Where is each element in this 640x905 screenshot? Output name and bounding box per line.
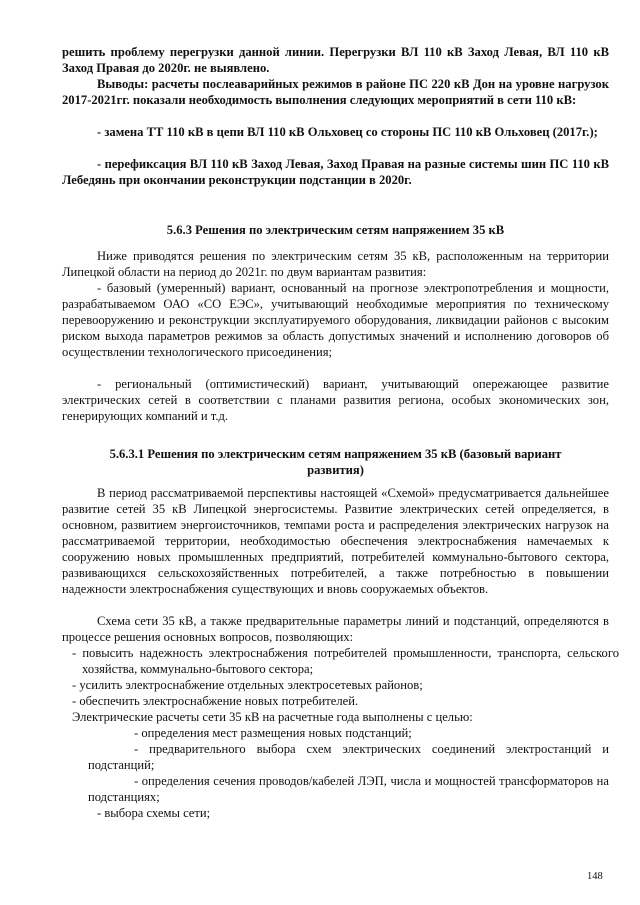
scheme-paragraph: Схема сети 35 кВ, а также предварительные параметры линий и подстанций, определяются в процессе решения основных вопросов, позволяющих:: [62, 614, 609, 644]
conclusions-paragraph: Выводы: расчеты послеаварийных режимов в районе ПС 220 кВ Дон на уровне нагрузок 2017-2021гг. показали необходимость выполнения следующих мероприятий в сети 110 кВ:: [62, 77, 609, 107]
purpose-item-2: - предварительного выбора схем электрических соединений электростанций и подстанций;: [88, 742, 609, 772]
measure-item-2: - перефиксация ВЛ 110 кВ Заход Левая, Заход Правая на разные системы шин ПС 110 кВ Лебедянь при окончании реконструкции подстанции в 2020г.: [62, 157, 609, 187]
measure-item-1: - замена ТТ 110 кВ в цепи ВЛ 110 кВ Ольховец со стороны ПС 110 кВ Ольховец (2017г.);: [97, 125, 598, 139]
subsection-heading: [62, 446, 609, 478]
subsection-heading-line-1: 5.6.3.1 Решения по электрическим сетям напряжением 35 кВ (базовый вариант: [109, 447, 562, 461]
subsection-heading-line-2: развития): [307, 463, 364, 477]
purpose-item-4: - выбора схемы сети;: [97, 806, 211, 820]
goal-item-3: - обеспечить электроснабжение новых потребителей.: [72, 694, 359, 708]
purpose-item-1: - определения мест размещения новых подстанций;: [134, 726, 412, 740]
intro-paragraph: Ниже приводятся решения по электрическим сетям 35 кВ, расположенным на территории Липецкой области на период до 2021г. по двум вариантам развития:: [62, 249, 609, 279]
variant-base-item: - базовый (умеренный) вариант, основанный на прогнозе электропотребления и мощности, разрабатываемом ОАО «СО ЕЭС», учитывающий необходимые мероприятия по техническому перевооружению и реконструкции эксплуатируемого оборудования, ликвидации районов с высоким риском выхода параметров режимов за область допустимых значений и исполнению договоров об осуществлении технологического присоединения;: [62, 281, 609, 359]
purpose-item-3: - определения сечения проводов/кабелей ЛЭП, числа и мощностей трансформаторов на подстанциях;: [88, 774, 609, 804]
goal-item-1: - повысить надежность электроснабжения потребителей промышленности, транспорта, сельского хозяйства, коммунально-бытового сектора;: [72, 646, 619, 676]
page-number: 148: [587, 871, 603, 882]
carry-over-paragraph: решить проблему перегрузки данной линии. Перегрузки ВЛ 110 кВ Заход Левая, ВЛ 110 кВ Заход Правая до 2020г. не выявлено.: [62, 45, 609, 75]
perspective-paragraph: В период рассматриваемой перспективы настоящей «Схемой» предусматривается дальнейшее развитие сетей 35 кВ Липецкой энергосистемы. Развитие электрических сетей определяется, в основном, развитием энергоисточников, темпами роста и распределения электрических нагрузок на рассматриваемой территории, необходимостью обеспечения электроснабжения намечаемых к сооружению новых промышленных предприятий, потребителей коммунально-бытового сектора, развивающихся сельскохозяйственных потребителей, а также потребностью в повышении надежности электроснабжения существующих и вновь сооружаемых объектов.: [62, 486, 609, 596]
calc-paragraph: Электрические расчеты сети 35 кВ на расчетные года выполнены с целью:: [72, 710, 473, 724]
goal-item-2: - усилить электроснабжение отдельных электросетевых районов;: [72, 678, 423, 692]
variant-regional-item: - региональный (оптимистический) вариант, учитывающий опережающее развитие электрических сетей в соответствии с планами развития региона, особых экономических зон, генерирующих компаний и т.д.: [62, 377, 609, 423]
section-heading: 5.6.3 Решения по электрическим сетям напряжением 35 кВ: [166, 223, 505, 237]
